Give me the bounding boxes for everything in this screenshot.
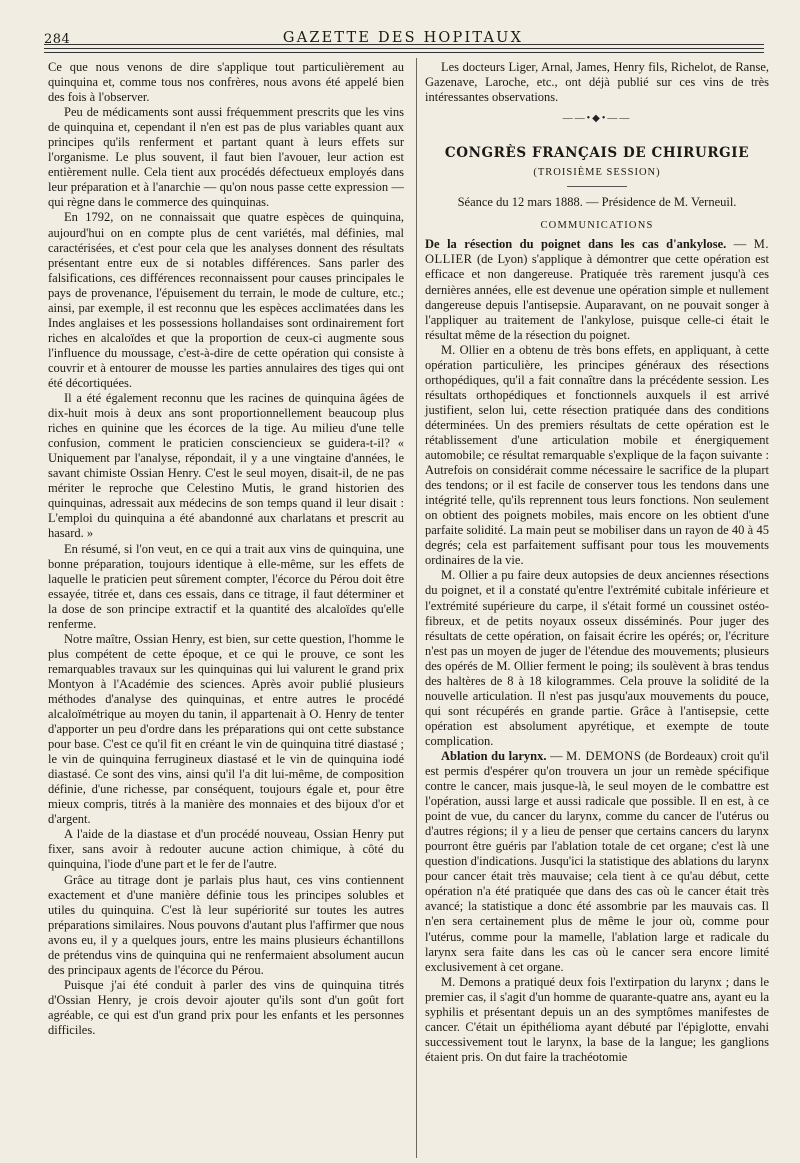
- author-name: M. OLLIER: [425, 237, 769, 267]
- column-divider: [416, 58, 417, 1158]
- paragraph: M. Demons a pratiqué deux fois l'extirpation du larynx ; dans le premier cas, il s'agit d'un homme de quarante-quatre ans, ayant eu la syphilis et présentant depuis un an des symptômes manifestes de cancer. C'était un épithélioma ayant débuté par l'épiglotte, envahi successivement tout le larynx, la base de la langue; les ganglions étaient pris. On dut faire la trachéotomie: [425, 974, 769, 1064]
- page-number: 284: [44, 32, 71, 47]
- right-column: [425, 60, 769, 1065]
- paragraph: A l'aide de la diastase et d'un procédé nouveau, Ossian Henry put fixer, sans avoir à redouter aucune action chimique, à côté du quinquina, l'iode d'une part et le fer de l'autre.: [48, 827, 404, 872]
- paragraph: En résumé, si l'on veut, en ce qui a trait aux vins de quinquina, une bonne préparation, toujours identique à elle-même, sur les effets de laquelle le praticien peut sûrement compter, l'écorce du Pérou doit être essayée, titrée et, dans ces essais, dans ce titrage, il faut déterminer et la dose de son principe extractif et la quantité des alcaloïdes qu'elle renferme.: [48, 541, 404, 631]
- paragraph: Notre maître, Ossian Henry, est bien, sur cette question, l'homme le plus compétent de cette époque, et ce qui le prouve, ce sont les remarquables travaux sur les quinquinas qui lui valurent le grand prix Montyon à l'Académie des sciences. Après avoir publié plusieurs méthodes d'analyse des quinquinas, et entre autres le procédé alcaloïmétrique au moyen du tanin, il appartenait à O. Henry de tenter d'apporter un peu d'ordre dans les préparations qui ont cette substance pour base. C'est ce qu'il fit en créant le vin de quinquina titré diastasé ; le vin de quinquina ferrugineux diastasé et le vin de quinquina iodé diastasé. Ce sont des vins, ainsi qu'il l'a dit lui-même, de composition définie, d'une richesse, par conséquent, toujours égale et, pour être mieux compris, titrés à la manière des monnaies et des bijoux d'or et d'argent.: [48, 631, 404, 827]
- session-label: (TROISIÈME SESSION): [533, 167, 661, 179]
- page-header: [44, 20, 762, 50]
- paragraph-text: (de Lyon) s'applique à démontrer que cette opération est efficace et non dangereuse. Pratiquée très rarement jusqu'à ces dernières années, elle est devenue une opération simple et nullement dangereuse depuis l'antisepsie. Auparavant, on ne pouvait songer à l'appliquer au traitement de l'ankylose, puisque celle-ci était le résultat même de la résection du poignet.: [425, 252, 770, 342]
- paragraph: Puisque j'ai été conduit à parler des vins de quinquina titrés d'Ossian Henry, je crois devoir ajouter qu'ils sont d'un goût fort agréable, ce qui est d'un grand prix pour les enfants et les personnes difficiles.: [48, 977, 404, 1037]
- seance-line: Séance du 12 mars 1888. — Présidence de M. Verneuil.: [457, 195, 737, 210]
- paragraph: Ce que nous venons de dire s'applique tout particulièrement au quinquina et, comme tous nos confrères, nous avons été appelé bien des fois à l'observer.: [48, 60, 404, 105]
- ablation-paragraph: Ablation du larynx. — M. DEMONS (de Bordeaux) croit qu'il est permis d'espérer qu'on trouvera un jour un remède spécifique contre le cancer, mais jusque-là, le seul moyen de le combattre est l'opération, aussi large et aussi radicale que possible. Il en est, à ce point de vue, du cancer du larynx, comme du cancer de l'utérus ou d'autres régions; il y a lieu de penser que certains cancers du larynx pourront être guéris par l'ablation totale de cet organe; c'est là une question d'indications. Jusqu'ici la statistique des ablations du larynx pour cancer était très mauvaise; cela tient à ce qu'au début, cette opération n'a été pratiquée que dans des cas où le cancer était très avancé; la statistique a donc été assombrie par les mauvais cas. Il n'en sera certainement plus de même le jour où, comme pour l'utérus, comme pour la mamelle, l'ablation large et radicale du larynx sera faite dans les cas où le cancer sera encore limité exclusivement à cet organe.: [425, 748, 769, 974]
- intro-paragraph: Les docteurs Liger, Arnal, James, Henry fils, Richelot, de Ranse, Gazenave, Laroche, etc., ont déjà publié sur ces vins de très intéressantes observations.: [425, 60, 769, 105]
- paragraph: En 1792, on ne connaissait que quatre espèces de quinquina, aujourd'hui on en compte plus de cent variétés, mal définies, mal caractérisées, et c'est pour cela que les analyses donnent des résultats présentant entre eux de si notables différences. Sans parler des falsifications, ces différences reconnaissent pour causes principales le pays de provenance, l'épuisement du terrain, le mode de culture, etc.; ainsi, par exemple, il est reconnu que les espèces acclimatées dans les Indes anglaises et les possessions hollandaises sont ordinairement fort riches en alcaloïdes et que la proportion de ceux-ci augmente sous l'influence du moussage, c'est-à-dire de cette opération qui consiste à couvrir et à entourer de mousse les parties annulaires des tiges qui ont été décortiquées.: [48, 210, 404, 390]
- communications-heading: COMMUNICATIONS: [540, 220, 654, 232]
- paragraph: M. Ollier en a obtenu de très bons effets, en appliquant, à cette opération particulière, les principes généraux des résections orthopédiques, qu'il a fait connaître dans la précédente session. Les résultats orthopédiques et fonctionnels auxquels il est arrivé justifient, selon lui, cette résection pratiquée dans des conditions déterminées. Un des premiers résultats de cette opération est le rétablissement d'une articulation mobile et énergiquement automobile; ce résultat remarquable s'explique de la façon suivante : Autrefois on considérait comme nécessaire le sacrifice de la plupart des tendons; or il est facile de conserver tous les tendons dans une intégrité telle, qu'ils reprennent tous leurs fonctions. Non seulement on obtient des poignets mobiles, mais encore on les obtient d'une parfaite solidité. La main peut se mobiliser dans un rayon de 40 à 45 degrés; cela est parfaitement suffisant pour tous les mouvements ordinaires de la vie.: [425, 342, 769, 568]
- paragraph: Peu de médicaments sont aussi fréquemment prescrits que les vins de quinquina et, cependant il n'en est pas de plus variables quant aux principes qu'ils renferment et partant quant à leurs effets sur l'organisme. Le plus souvent, il faut bien l'avouer, leur action est entièrement nulle. Cela tient aux procédés défectueux employés dans leur préparation et à l'anarchie — qu'on nous passe cette expression — qui règne dans le commerce des quinquinas.: [48, 105, 404, 210]
- author-name: M. DEMONS: [566, 748, 642, 763]
- article-title: De la résection du poignet dans les cas d'ankylose.: [425, 237, 727, 252]
- journal-title: GAZETTE DES HOPITAUX: [282, 30, 524, 46]
- paragraph: Grâce au titrage dont je parlais plus haut, ces vins contiennent exactement et d'une manière définie tous les principes solubles et utiles du quinquina. C'est là leur supériorité sur toutes les autres préparations similaires. Nous pouvons d'autant plus l'affirmer que nous avons eu, il y a quelques jours, entre les mains plusieurs échantillons de prétendus vins de quinquina qui ne renfermaient absolument aucun des principaux agents de l'écorce du Pérou.: [48, 872, 404, 977]
- ornament-divider: ——•◆•——: [562, 113, 632, 125]
- resection-paragraph: De la résection du poignet dans les cas d'ankylose. — M. OLLIER (de Lyon) s'applique à démontrer que cette opération est efficace et non dangereuse. Pratiquée très rarement jusqu'à ces dernières années, elle est devenue une opération simple et nullement dangereuse depuis l'antisepsie. Auparavant, on ne pouvait songer à l'appliquer au traitement de l'ankylose, puisque celle-ci était le résultat même de la résection du poignet.: [425, 237, 770, 342]
- header-rule: [44, 48, 764, 49]
- short-rule: [567, 186, 627, 187]
- left-column: [48, 60, 404, 1038]
- header-rule: [44, 44, 764, 45]
- header-rule: [44, 52, 764, 53]
- paragraph-text: (de Bordeaux) croit qu'il est permis d'espérer qu'on trouvera un jour un remède spécifique contre le cancer, mais jusque-là, le seul moyen de le combattre est l'opération, aussi large et aussi radicale que possible. Il en est, à ce point de vue, du cancer du larynx, comme du cancer de l'utérus ou d'autres régions; il y a lieu de penser que certains cancers du larynx pourront être guéris par l'ablation totale de cet organe; c'est là une question d'indications. Jusqu'ici la statistique des ablations du larynx pour cancer était très mauvaise; cela tient à ce qu'au début, cette opération n'a été pratiquée que dans des cas où le cancer était très avancé; la statistique a donc été assombrie par les mauvais cas. Il n'en sera certainement plus de même le jour où, comme pour l'utérus, comme pour la mamelle, l'ablation large et radicale du larynx sera faite dans les cas où le cancer sera encore limité exclusivement à cet organe.: [425, 748, 769, 974]
- paragraph: Il a été également reconnu que les racines de quinquina âgées de dix-huit mois à deux ans sont proportionnellement beaucoup plus riches en quinine que les écorces de la tige. Au milieu d'une telle confusion, comment le praticien consciencieux se guidera-t-il? « Uniquement par l'analyse, répondait, il y a une vingtaine d'années, le savant chimiste Ossian Henry. C'est le seul moyen, disait-il, de ne pas mériter le reproche que Celestino Mutis, le grand historien des quinquinas, adressait aux médecins de son temps quand il leur disait : L'emploi du quinquina a été abandonné aux charlatans et prescrit au hasard. »: [48, 391, 404, 541]
- article-title: Ablation du larynx.: [441, 748, 547, 763]
- paragraph: M. Ollier a pu faire deux autopsies de deux anciennes résections du poignet, et il a constaté qu'entre l'extrémité cubitale inférieure et l'extrémité supérieure du carpe, il s'était formé un coussinet ostéo-fibreux, et de petits noyaux osseux disséminés. Pour juger des résultats de cette opération, on faisait écrire les opérés; or, l'écriture n'est pas un moyen de juger de l'étendue des mouvements; plusieurs des opérés de M. Ollier ferment le poing; ils soulèvent à bras tendus des haltères de 8 à 18 kilogrammes. Cela prouve la solidité de la nouvelle articulation. Il n'est pas jusqu'aux mouvements du pouce, qui sont récupérés en grande partie. Grâce à l'antisepsie, cette opération est absolument apyrétique, et exempte de toute complication.: [425, 568, 769, 748]
- section-title: CONGRÈS FRANÇAIS DE CHIRURGIE: [444, 145, 750, 162]
